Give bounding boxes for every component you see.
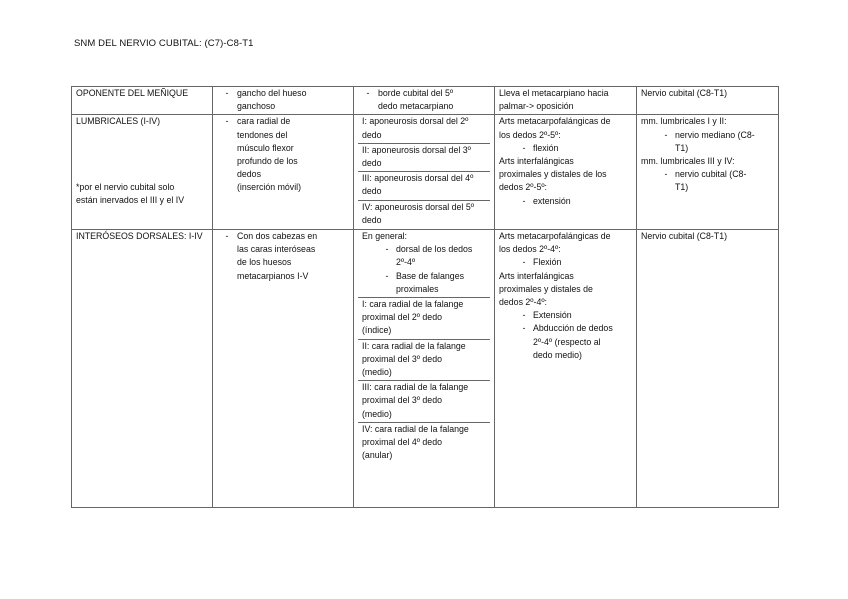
dash-mark: -: [522, 142, 526, 153]
action-line: Arts interfalángicas: [499, 156, 574, 167]
origin-line: metacarpianos I-V: [237, 270, 309, 281]
dash-mark: -: [225, 116, 229, 127]
nerve-text: Nervio cubital (C8-T1): [641, 231, 728, 242]
dash-mark: -: [664, 169, 668, 180]
origin-line: Con dos cabezas en: [237, 231, 318, 242]
footnote-line: están inervados el III y el IV: [76, 194, 185, 205]
insertion-line: II: aponeurosis dorsal del 3º: [362, 144, 471, 155]
origin-line: dedos: [237, 169, 261, 180]
action-line: Arts metacarpofalángicas de: [499, 116, 611, 127]
origin-line: ganchoso: [237, 101, 276, 112]
nerve-cell: [637, 115, 779, 230]
insertion-cell: [354, 87, 495, 115]
insertion-cell: [354, 115, 495, 230]
action-item: extensión: [533, 195, 571, 206]
insertion-line: En general:: [362, 231, 407, 242]
insertion-line: I: aponeurosis dorsal del 2º: [362, 116, 469, 127]
muscle-table: [71, 86, 779, 508]
insertion-line: (medio): [362, 367, 392, 378]
dash-mark: -: [225, 88, 229, 98]
nerve-line: mm. lumbricales III y IV:: [641, 156, 735, 167]
dash-mark: -: [664, 129, 668, 140]
insertion-line: dedo metacarpiano: [378, 101, 454, 112]
action-line: palmar-> oposición: [499, 101, 574, 112]
insertion-part: [358, 115, 490, 142]
origin-line: tendones del: [237, 129, 288, 140]
table-row-lumbricales: [72, 115, 779, 230]
insertion-line: dedo: [362, 186, 382, 197]
dash-mark: -: [522, 257, 526, 268]
action-item: Extensión: [533, 310, 572, 321]
nerve-item: nervio mediano (C8-: [675, 129, 755, 140]
insertion-general: [358, 230, 490, 297]
action-line: proximales y distales de los: [499, 169, 607, 180]
muscle-cell: [72, 87, 213, 115]
muscle-cell: [72, 115, 213, 230]
nerve-item: T1): [675, 182, 689, 193]
insertion-part: [358, 297, 490, 339]
dash-mark: -: [385, 244, 389, 255]
muscle-cell: [72, 230, 213, 508]
action-cell: [495, 230, 637, 508]
dash-mark: -: [522, 323, 526, 334]
origin-line: gancho del hueso: [237, 88, 307, 98]
action-item: flexión: [533, 142, 559, 153]
insertion-line: proximal del 3º dedo: [362, 395, 442, 406]
insertion-line: IV: aponeurosis dorsal del 5º: [362, 201, 474, 212]
action-item: Abducción de dedos: [533, 323, 613, 334]
insertion-part: [358, 200, 490, 228]
insertion-line: borde cubital del 5º: [378, 88, 454, 98]
dash-mark: -: [522, 195, 526, 206]
origin-line: (inserción móvil): [237, 182, 302, 193]
origin-cell: [213, 115, 354, 230]
origin-cell: [213, 87, 354, 115]
action-item: Flexión: [533, 257, 562, 268]
insertion-line: I: cara radial de la falange: [362, 299, 464, 310]
action-cell: [495, 87, 637, 115]
dash-mark: -: [366, 88, 370, 98]
document-title: SNM DEL NERVIO CUBITAL: (C7)-C8-T1: [74, 38, 254, 49]
origin-line: músculo flexor: [237, 142, 294, 153]
footnote-line: *por el nervio cubital solo: [76, 181, 175, 192]
muscle-name: INTERÓSEOS DORSALES: I-IV: [76, 231, 203, 242]
table-row-interoseos: [72, 230, 779, 508]
insertion-line: II: cara radial de la falange: [362, 340, 466, 351]
nerve-text: Nervio cubital (C8-T1): [641, 88, 728, 98]
insertion-item: 2º-4º: [396, 257, 416, 268]
insertion-line: dedo: [362, 214, 382, 225]
origin-line: las caras interóseas: [237, 244, 316, 255]
insertion-line: IV: cara radial de la falange: [362, 423, 469, 434]
action-line: los dedos 2º-5º:: [499, 129, 561, 140]
origin-line: de los huesos: [237, 257, 292, 268]
action-item: 2º-4º (respecto al: [533, 336, 601, 347]
insertion-part: [358, 143, 490, 171]
insertion-line: dedo: [362, 158, 382, 169]
nerve-item: nervio cubital (C8-: [675, 169, 747, 180]
origin-line: profundo de los: [237, 156, 298, 167]
insertion-line: dedo: [362, 129, 382, 140]
action-line: Arts metacarpofalángicas de: [499, 231, 611, 242]
origin-line: cara radial de: [237, 116, 291, 127]
origin-cell: [213, 230, 354, 508]
muscle-name: OPONENTE DEL MEÑIQUE: [76, 88, 189, 98]
dash-mark: -: [385, 270, 389, 281]
insertion-line: proximal del 4º dedo: [362, 437, 442, 448]
dash-mark: -: [522, 310, 526, 321]
insertion-part: [358, 422, 490, 464]
insertion-item: Base de falanges: [396, 270, 464, 281]
action-line: Arts interfalángicas: [499, 270, 574, 281]
insertion-line: (índice): [362, 325, 392, 336]
nerve-item: T1): [675, 142, 689, 153]
insertion-line: (anular): [362, 450, 393, 461]
nerve-cell: [637, 230, 779, 508]
action-line: proximales y distales de: [499, 283, 593, 294]
insertion-cell: [354, 230, 495, 508]
footnote: [76, 181, 208, 207]
nerve-cell: [637, 87, 779, 115]
action-line: los dedos 2º-4º:: [499, 244, 561, 255]
insertion-item: dorsal de los dedos: [396, 244, 473, 255]
action-line: Lleva el metacarpiano hacia: [499, 88, 609, 98]
insertion-line: proximal del 2º dedo: [362, 312, 442, 323]
action-cell: [495, 115, 637, 230]
insertion-part: [358, 171, 490, 199]
insertion-item: proximales: [396, 283, 439, 294]
insertion-part: [358, 380, 490, 422]
action-line: dedos 2º-4º:: [499, 297, 547, 308]
insertion-part: [358, 339, 490, 381]
muscle-name: LUMBRICALES (I-IV): [76, 116, 161, 127]
table-row-oponente: [72, 87, 779, 115]
action-line: dedos 2º-5º:: [499, 182, 547, 193]
insertion-line: (medio): [362, 408, 392, 419]
action-item: dedo medio): [533, 349, 582, 360]
insertion-line: III: cara radial de la falange: [362, 382, 469, 393]
nerve-line: mm. lumbricales I y II:: [641, 116, 727, 127]
dash-mark: -: [225, 231, 229, 242]
insertion-line: proximal del 3º dedo: [362, 353, 442, 364]
insertion-line: III: aponeurosis dorsal del 4º: [362, 173, 474, 184]
